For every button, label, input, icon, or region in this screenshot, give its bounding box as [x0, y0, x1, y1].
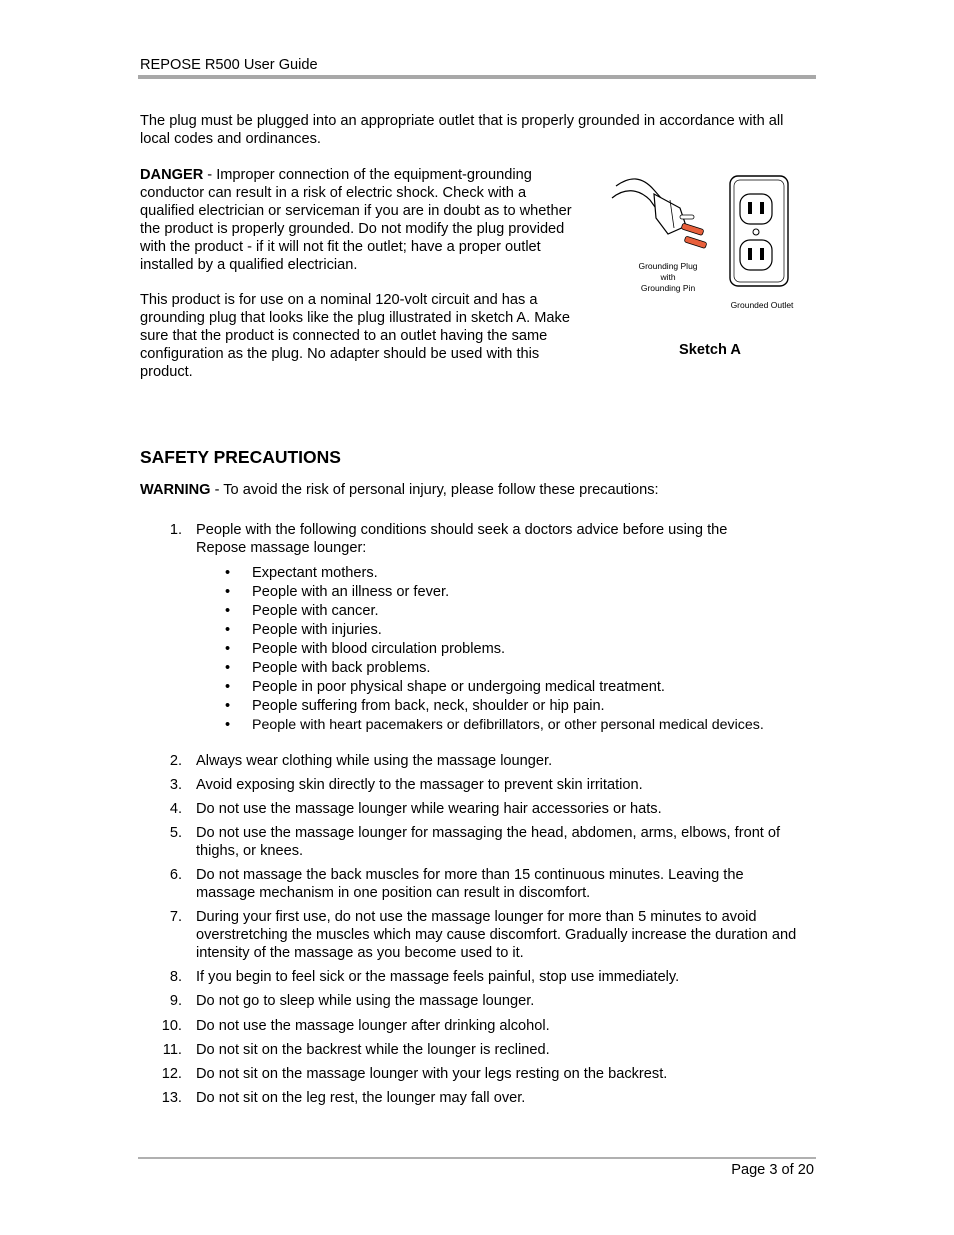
- list-item-text: Do not go to sleep while using the massage lounger.: [196, 993, 535, 1009]
- footer-divider: [138, 1157, 816, 1159]
- receptacle-top: [740, 194, 772, 224]
- list-item-number: 2.: [169, 753, 182, 769]
- list-item-number: 6.: [169, 867, 182, 883]
- list-item-text: Do not use the massage lounger for massaging the head, abdomen, arms, elbows, front of thighs, or knees.: [196, 825, 781, 859]
- grounding-paragraph: The plug must be plugged into an appropriate outlet that is properly grounded in accordance with all local codes and ordinances.: [140, 113, 784, 147]
- condition-item: People with injuries.: [252, 622, 382, 638]
- bullet-glyph: •: [225, 717, 231, 733]
- section-title: SAFETY PRECAUTIONS: [140, 447, 341, 467]
- bullet-glyph: •: [225, 660, 231, 676]
- condition-item: People with an illness or fever.: [252, 584, 450, 600]
- list-item-number: 4.: [169, 801, 182, 817]
- list-item-text: Do not massage the back muscles for more than 15 continuous minutes. Leaving the massage mechanism in one position can result in discomfort.: [196, 867, 744, 901]
- grounding-plug-sketch: [610, 168, 810, 316]
- list-item-number: 1.: [169, 522, 182, 538]
- warning-text: - To avoid the risk of personal injury, please follow these precautions:: [210, 482, 659, 498]
- plug-prong: [681, 223, 704, 236]
- list-item-text: Avoid exposing skin directly to the massager to prevent skin irritation.: [196, 777, 643, 793]
- bullet-glyph: •: [225, 603, 231, 619]
- receptacle-bottom: [740, 240, 772, 270]
- bullet-glyph: •: [225, 565, 231, 581]
- list-item-number: 7.: [169, 909, 182, 925]
- list-item-number: 10.: [161, 1018, 182, 1034]
- receptacle-slot: [760, 248, 764, 260]
- bullet-glyph: •: [225, 584, 231, 600]
- receptacle-slot: [760, 202, 764, 214]
- condition-item: People with cancer.: [252, 603, 379, 619]
- outlet-label: Grounded Outlet: [730, 300, 794, 310]
- danger-paragraph: [140, 166, 582, 274]
- list-item-number: 3.: [169, 777, 182, 793]
- bullet-glyph: •: [225, 698, 231, 714]
- list-item-text: During your first use, do not use the massage lounger for more than 5 minutes to avoid overstretching the muscles which may cause discomfort. Gradually increase the duration and intensity of the massage as you become used to it.: [196, 909, 797, 961]
- list-item-text: If you begin to feel sick or the massage feels painful, stop use immediately.: [196, 969, 680, 985]
- condition-item: People with back problems.: [252, 660, 431, 676]
- list-item-text: People with the following conditions should seek a doctors advice before using the Repose massage lounger:: [196, 522, 728, 556]
- sketch-caption: Sketch A: [679, 342, 741, 358]
- condition-item: People with heart pacemakers or defibrillators, or other personal medical devices.: [252, 717, 764, 733]
- grounding-pin: [680, 215, 694, 219]
- bullet-glyph: •: [225, 641, 231, 657]
- cord-line: [612, 191, 660, 214]
- list-item-number: 8.: [169, 969, 182, 985]
- page-number: Page 3 of 20: [731, 1162, 814, 1178]
- receptacle-slot: [748, 248, 752, 260]
- condition-item: People with blood circulation problems.: [252, 641, 506, 657]
- list-item-number: 9.: [169, 993, 182, 1009]
- condition-item: People in poor physical shape or undergoing medical treatment.: [252, 679, 665, 695]
- list-item-text: Do not sit on the leg rest, the lounger may fall over.: [196, 1090, 526, 1106]
- list-item-number: 5.: [169, 825, 182, 841]
- outlet-screw: [753, 229, 759, 235]
- list-item-text: Do not sit on the massage lounger with your legs resting on the backrest.: [196, 1066, 668, 1082]
- list-item-number: 12.: [161, 1066, 182, 1082]
- danger-text: - Improper connection of the equipment-grounding conductor can result in a risk of electric shock. Check with a qualified electrician or serviceman if you are in doubt as to whether the product is properly grounded. Do not modify the plug provided with the product - if it will not fit the outlet; have a proper outlet installed by a qualified electrician.: [140, 167, 572, 273]
- condition-item: People suffering from back, neck, shoulder or hip pain.: [252, 698, 605, 714]
- plug-label-line: with: [660, 272, 676, 282]
- list-item-text: Do not use the massage lounger after drinking alcohol.: [196, 1018, 550, 1034]
- bullet-glyph: •: [225, 679, 231, 695]
- list-item-number: 11.: [162, 1042, 182, 1058]
- circuit-paragraph: This product is for use on a nominal 120-volt circuit and has a grounding plug that looks like the plug illustrated in sketch A. Make sure that the product is connected to an outlet having the same configuration as the plug. No adapter should be used with this product.: [140, 292, 570, 380]
- warning-paragraph: [140, 481, 816, 499]
- receptacle-slot: [748, 202, 752, 214]
- list-item-text: Do not sit on the backrest while the lounger is reclined.: [196, 1042, 550, 1058]
- list-item-text: Always wear clothing while using the massage lounger.: [196, 753, 553, 769]
- plug-prong: [684, 236, 707, 249]
- bullet-glyph: •: [225, 622, 231, 638]
- document-header-title: REPOSE R500 User Guide: [140, 57, 318, 73]
- condition-item: Expectant mothers.: [252, 565, 378, 581]
- header-divider: [138, 75, 816, 79]
- list-item-text: Do not use the massage lounger while wearing hair accessories or hats.: [196, 801, 662, 817]
- plug-label-line: Grounding Pin: [640, 283, 696, 293]
- list-item-number: 13.: [161, 1090, 182, 1106]
- plug-label-line: Grounding Plug: [638, 261, 698, 271]
- danger-label: DANGER: [140, 167, 204, 183]
- warning-label: WARNING: [140, 482, 211, 498]
